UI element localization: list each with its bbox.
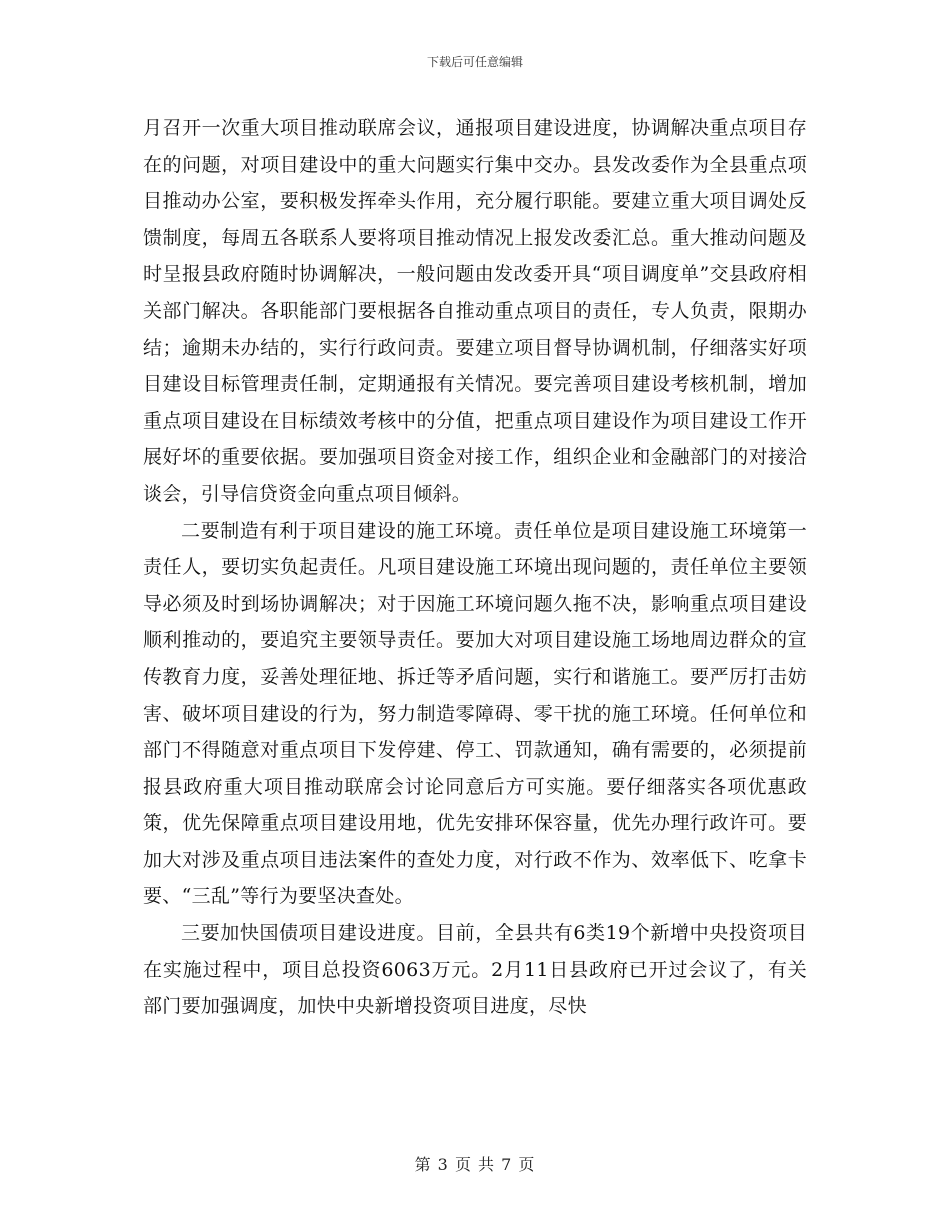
page-number: 第 3 页 共 7 页 bbox=[414, 1155, 536, 1174]
paragraph-national-debt-projects: 三要加快国债项目建设进度。目前，全县共有6类19个新增中央投资项目在实施过程中，项目总投资6063万元。2月11日县政府已开过会议了，有关部门要加强调度，加快中央新增投资项目进度，尽快 bbox=[143, 922, 807, 1018]
page-header: 下载后可任意编辑 bbox=[426, 55, 523, 69]
paragraph-continued: 月召开一次重大项目推动联席会议，通报项目建设进度，协调解决重点项目存在的问题，对项目建设中的重大问题实行集中交办。县发改委作为全县重点项目推动办公室，要积极发挥牵头作用，充分履行职能。要建立重大项目调处反馈制度，每周五各联系人要将项目推动情况上报发改委汇总。重大推动问题及时呈报县政府随时协调解决，一般问题由发改委开具“项目调度单”交县政府相关部门解决。各职能部门要根据各自推动重点项目的责任，专人负责，限期办结；逾期未办结的，实行行政问责。要建立项目督导协调机制，仔细落实好项目建设目标管理责任制，定期通报有关情况。要完善项目建设考核机制，增加重点项目建设在目标绩效考核中的分值，把重点项目建设作为项目建设工作开展好坏的重要依据。要加强项目资金对接工作，组织企业和金融部门的对接洽谈会，引导信贷资金向重点项目倾斜。 bbox=[143, 117, 807, 505]
paragraph-construction-environment: 二要制造有利于项目建设的施工环境。责任单位是项目建设施工环境第一责任人，要切实负起责任。凡项目建设施工环境出现问题的，责任单位主要领导必须及时到场协调解决；对于因施工环境问题久拖不决，影响重点项目建设顺利推动的，要追究主要领导责任。要加大对项目建设施工场地周边群众的宣传教育力度，妥善处理征地、拆迁等矛盾问题，实行和谐施工。要严厉打击妨害、破坏项目建设的行为，努力制造零障碍、零干扰的施工环境。任何单位和部门不得随意对重点项目下发停建、停工、罚款通知，确有需要的，必须提前报县政府重大项目推动联席会讨论同意后方可实施。要仔细落实各项优惠政策，优先保障重点项目建设用地，优先安排环保容量，优先办理行政许可。要加大对涉及重点项目违法案件的查处力度，对行政不作为、效率低下、吃拿卡要、“三乱”等行为要坚决查处。 bbox=[143, 519, 807, 908]
document-body bbox=[143, 110, 807, 1025]
